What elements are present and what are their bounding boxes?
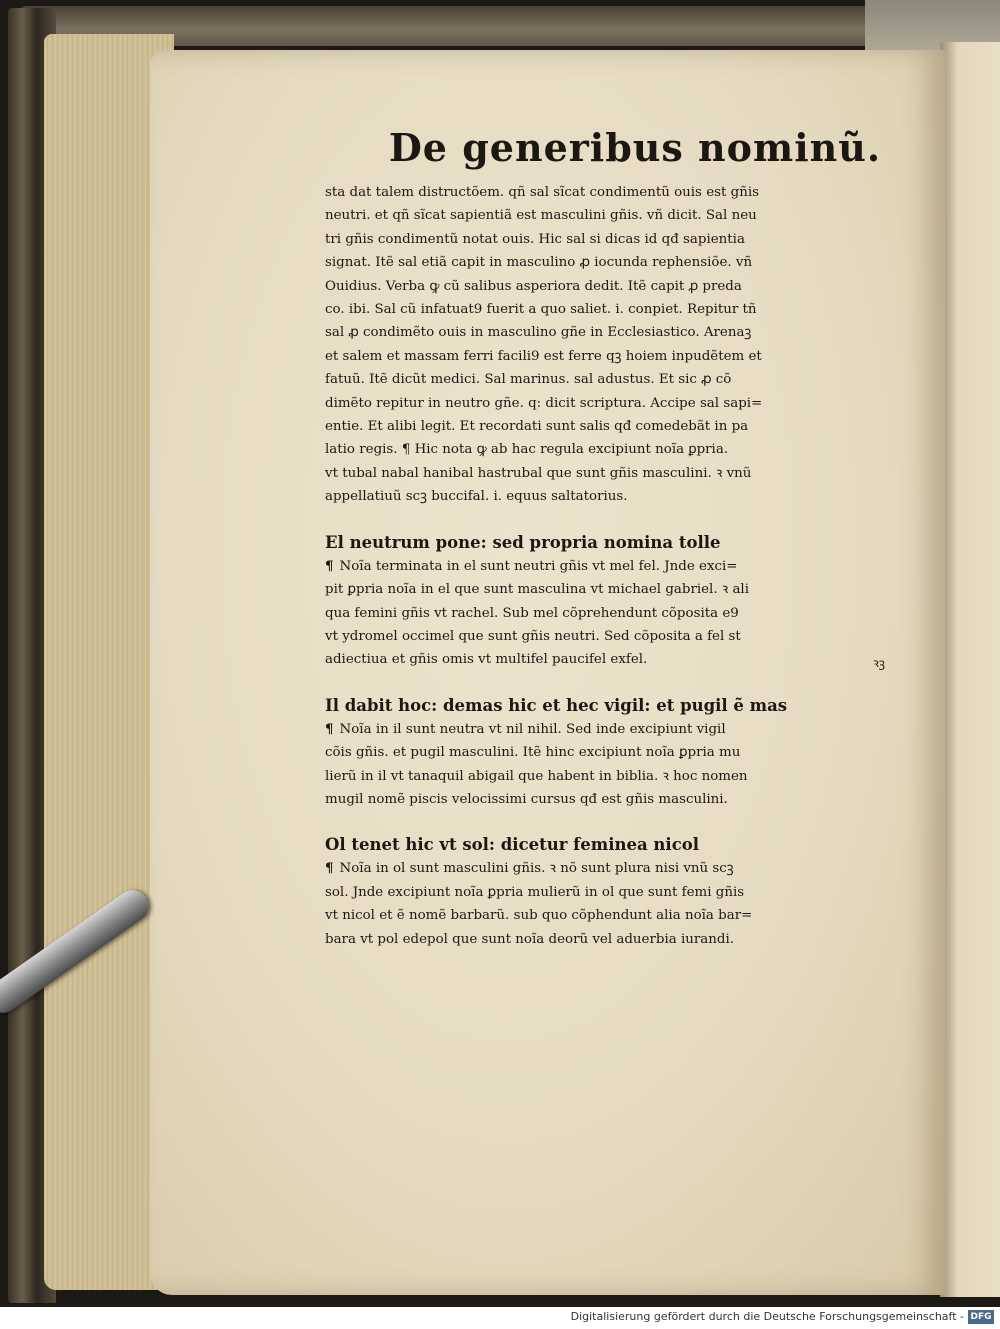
gloss-line: qua femini gñis vt rachel. Sub mel cõprehendunt cõposita e9 [325,605,739,621]
text-line: latio regis. ¶ Hic nota ꝙ ab hac regula excipiunt noĩa ꝑpria. [325,442,729,458]
gloss-text: Noĩa terminata in el sunt neutri gñis vt mel fel. Jnde exci= [339,558,738,574]
text-line: vt tubal nabal hanibal hastrubal que sunt gñis masculini. ꝛ vnũ [325,465,752,481]
dfg-logo-icon: DFG [968,1310,994,1324]
facing-page-edge [940,42,1000,1297]
verse-rule: Il dabit hoc: demas hic et hec vigil: et pugil ẽ mas [325,695,788,715]
pilcrow-icon: ¶ [325,720,334,737]
page-title: De generibus nominũ. [388,125,882,170]
gloss-line: bara vt pol edepol que sunt noĩa deorũ vel aduerbia iurandi. [325,931,735,947]
gloss-line: mugil nomẽ piscis velocissimi cursus qđ est gñis masculini. [325,791,728,807]
text-line: neutri. et qñ sĩcat sapientiã est masculini gñis. vñ dicit. Sal neu [325,208,757,224]
verse-rule: El neutrum pone: sed propria nomina tolle [325,532,721,552]
gloss-line: cõis gñis. et pugil masculini. Itẽ hinc excipiunt noĩa ꝑpria mu [325,745,741,761]
gloss-line: pit ꝑpria noĩa in el que sunt masculina vt michael gabriel. ꝛ ali [325,582,750,598]
verse-rule: Ol tenet hic vt sol: dicetur feminea nicol [325,835,700,855]
section-el [325,531,885,672]
gloss-line: lierũ in il vt tanaquil abigail que habent in biblia. ꝛ hoc nomen [325,768,748,784]
pilcrow-icon: ¶ [325,557,334,574]
gloss-text: Noĩa in ol sunt masculini gñis. ꝛ nõ sunt plura nisi vnũ scꝫ [339,861,734,877]
text-line: co. ibi. Sal cũ infatuat9 fuerit a quo saliet. i. conpiet. Repitur tñ [325,302,757,318]
gloss-text: adiectiua et gñis omis vt multifel paucifel exfel. [325,652,648,668]
gloss-line [325,857,885,880]
text-line: appellatiuũ scꝫ buccifal. i. equus saltatorius. [325,489,628,505]
gloss-line: vt nicol et ẽ nomẽ barbarũ. sub quo cõphendunt alia noĩa bar= [325,908,753,924]
funding-notice: Digitalisierung gefördert durch die Deutsche Forschungsgemeinschaft - [570,1310,964,1323]
text-line: signat. Itẽ sal etiã capit in masculino ꝓ iocunda rephensiõe. vñ [325,255,753,271]
text-line: sta dat talem distructõem. qñ sal sĩcat condimentũ ouis est gñis [325,185,759,200]
end-mark: ꝛꝫ [873,656,885,671]
gloss-line [325,718,885,741]
gloss-line: sol. Jnde excipiunt noĩa ꝑpria mulierũ in ol que sunt femi gñis [325,884,745,900]
page-text [325,125,885,951]
text-line: sal ꝓ condimẽto ouis in masculino gñe in Ecclesiastico. Arenaꝫ [325,325,752,341]
gloss-line: vt ydromel occimel que sunt gñis neutri. Sed cõposita a fel st [325,628,741,644]
section-il [325,694,885,812]
text-line: et salem et massam ferri facili9 est ferre qꝫ hoiem inpudẽtem et [325,348,762,364]
text-line: dimẽto repitur in neutro gñe. q: dicit scriptura. Accipe sal sapi= [325,395,763,411]
intro-paragraph [325,181,885,509]
text-line: tri gñis condimentũ notat ouis. Hic sal si dicas id qđ sapientia [325,231,745,247]
text-line: Ouidius. Verba ꝙ cũ salibus asperiora dedit. Itẽ capit ꝓ preda [325,278,742,294]
section-ol [325,833,885,951]
pilcrow-icon: ¶ [325,860,334,877]
text-line: entie. Et alibi legit. Et recordati sunt salis qđ comedebãt in pa [325,419,749,435]
gloss-line [325,648,885,671]
text-line: fatuũ. Itẽ dicũt medici. Sal marinus. sal adustus. Et sic ꝓ cõ [325,372,732,388]
gloss-text: Noĩa in il sunt neutra vt nil nihil. Sed inde excipiunt vigil [339,721,726,737]
gloss-line [325,555,885,578]
